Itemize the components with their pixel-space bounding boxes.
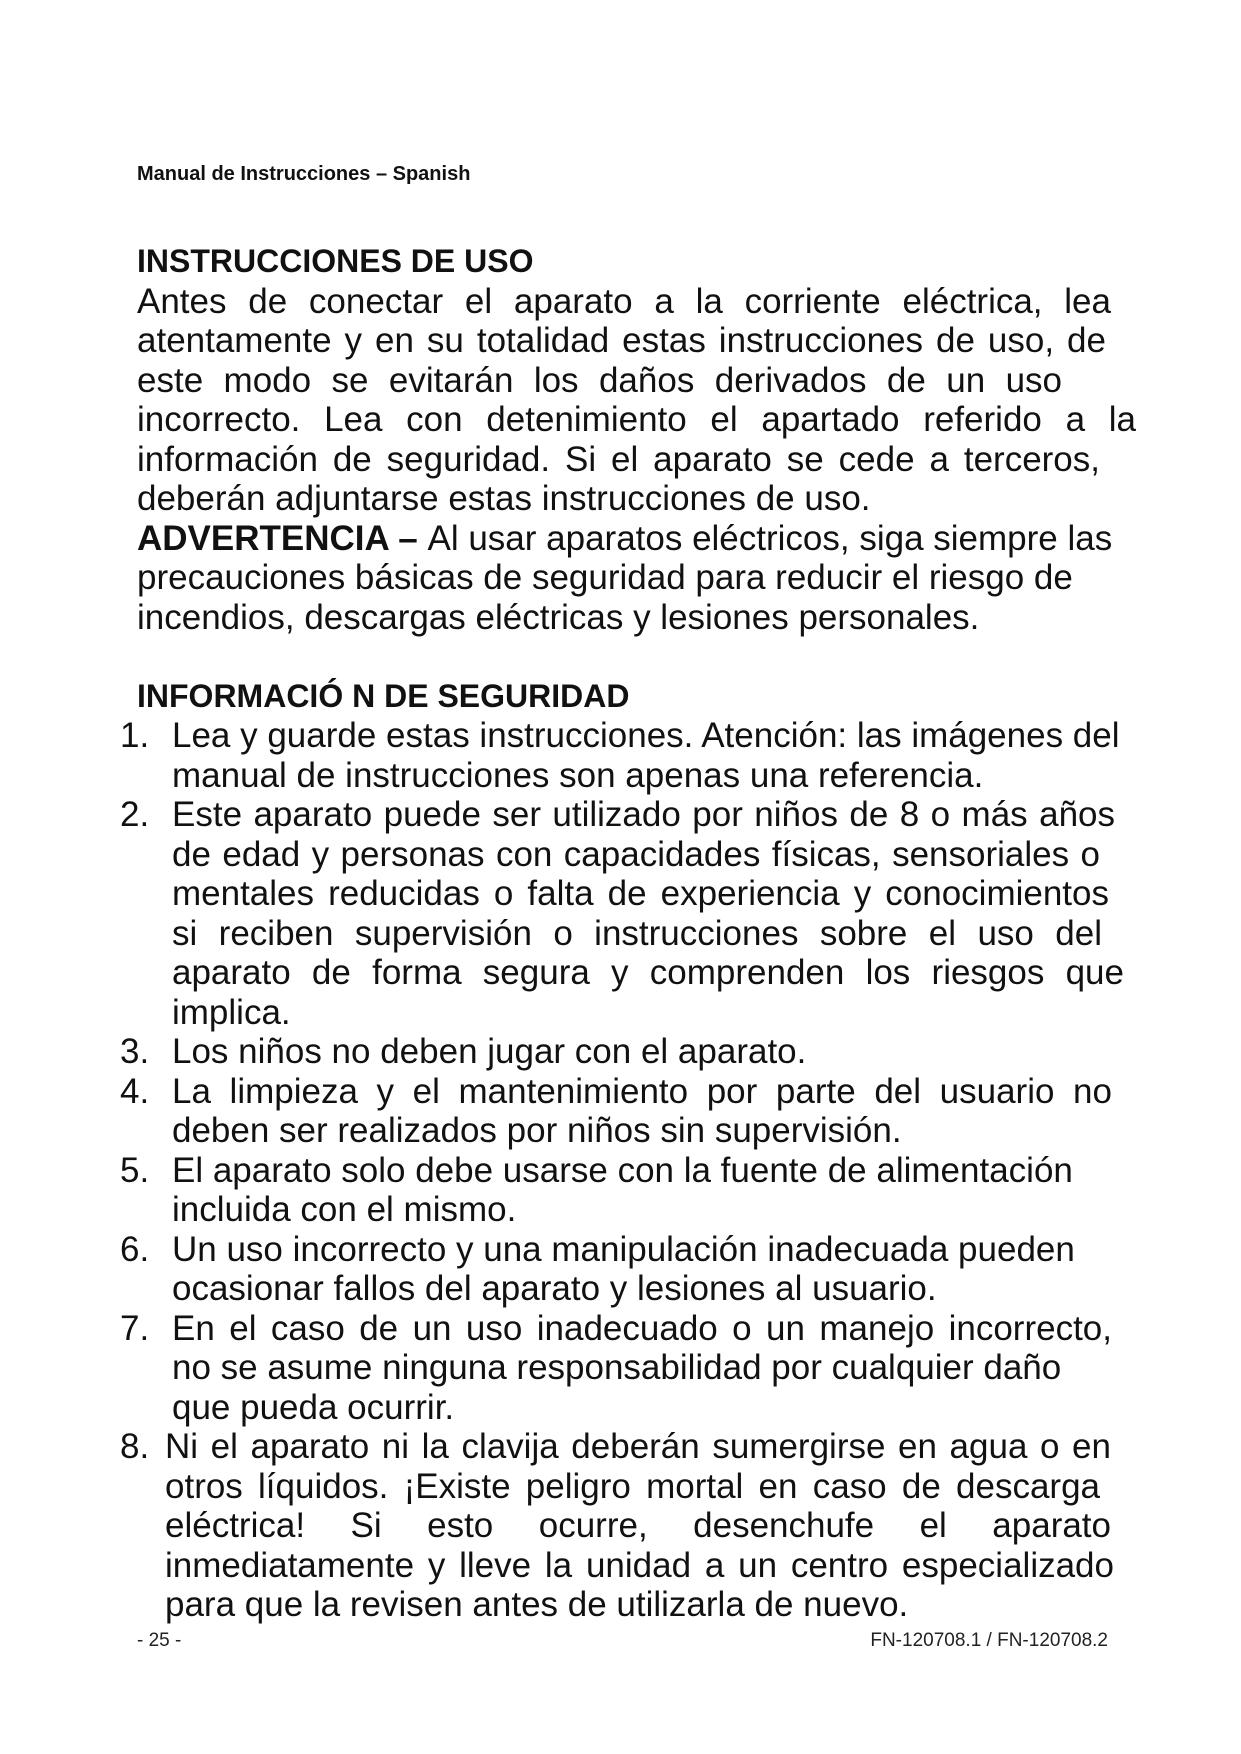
list-item-line: que pueda ocurrir. [172,1387,455,1427]
list-item [120,1427,1175,1625]
list-item-line: aparato de forma segura y comprenden los riesgos que [172,953,1124,992]
list-item-number: 8. [120,1427,150,1466]
list-item [120,795,1182,1032]
list-item-line: Un uso incorrecto y una manipulación inadecuada pueden [172,1229,1075,1269]
list-item-line: no se asume ninguna responsabilidad por cualquier daño [172,1348,1062,1387]
intro-line: este modo se evitarán los daños derivados de un uso [137,360,1062,400]
list-item-line: El aparato solo debe usarse con la fuente de alimentación [172,1150,1073,1190]
list-item [120,1229,1182,1309]
warning-text: Al usar aparatos eléctricos, siga siempre las [427,518,1113,558]
list-item [120,1150,1182,1230]
safety-list [120,716,1137,1625]
list-item-number: 6. [120,1229,150,1269]
list-item-number: 3. [120,1032,150,1071]
list-item [120,1308,1182,1428]
list-item [120,716,1182,795]
list-item-line: deben ser realizados por niños sin supervisión. [172,1111,902,1150]
page-content [120,242,1137,1625]
list-item-number: 4. [120,1071,150,1111]
list-item-number: 7. [120,1308,150,1348]
list-item-line: La limpieza y el mantenimiento por parte del usuario no [172,1071,1112,1111]
list-item-number: 5. [120,1150,150,1190]
list-item-line: En el caso de un uso inadecuado o un manejo incorrecto, [172,1308,1112,1348]
list-item-line: mentales reducidas o falta de experiencia y conocimientos [172,874,1109,913]
warning-line [137,519,1137,559]
list-item [120,1071,1182,1151]
warning-line: incendios, descargas eléctricas y lesiones personales. [137,597,980,637]
intro-line: incorrecto. Lea con detenimiento el apartado referido a la [137,400,1136,439]
list-item-line: eléctrica! Si esto ocurre, desenchufe el aparato [165,1506,1111,1545]
intro-paragraph [137,282,1137,519]
intro-line: atentamente y en su totalidad estas instrucciones de uso, de [137,321,1106,360]
list-item-line: Lea y guarde estas instrucciones. Atención: las imágenes del [172,716,1120,755]
list-item-line: inmediatamente y lleve la unidad a un centro especializado [165,1545,1114,1585]
model-number: FN-120708.1 / FN-120708.2 [870,1630,1108,1651]
list-item-line: manual de instrucciones son apenas una referencia. [172,755,984,795]
list-item-line: implica. [172,992,291,1032]
section-heading-instrucciones: INSTRUCCIONES DE USO [137,243,534,279]
section-heading-seguridad: INFORMACIÓ N DE SEGURIDAD [137,677,630,714]
list-item-line: incluida con el mismo. [172,1190,517,1229]
list-item-line: si reciben supervisión o instrucciones sobre el uso del [172,913,1102,953]
warning-paragraph [137,519,1137,638]
list-item-line: para que la revisen antes de utilizarla de nuevo. [165,1585,909,1624]
warning-label: ADVERTENCIA – [137,518,418,558]
document-header: Manual de Instrucciones – Spanish [137,163,471,185]
list-item-number: 2. [120,795,150,834]
list-item-line: otros líquidos. ¡Existe peligro mortal en caso de descarga [165,1466,1100,1506]
page-number: - 25 - [137,1630,182,1651]
intro-line: información de seguridad. Si el aparato se cede a terceros, [137,439,1100,479]
list-item-number: 1. [120,716,150,755]
warning-line: precauciones básicas de seguridad para reducir el riesgo de [137,558,1073,597]
list-item-line: de edad y personas con capacidades físicas, sensoriales o [172,834,1100,874]
list-item-line: Ni el aparato ni la clavija deberán sumergirse en agua o en [165,1427,1111,1466]
intro-line: Antes de conectar el aparato a la corriente eléctrica, lea [137,281,1111,321]
list-item [120,1032,1182,1072]
intro-line: deberán adjuntarse estas instrucciones de uso. [137,479,871,518]
list-item-line: Este aparato puede ser utilizado por niños de 8 o más años [172,795,1115,834]
list-item-line: ocasionar fallos del aparato y lesiones al usuario. [172,1269,937,1308]
list-item-line: Los niños no deben jugar con el aparato. [172,1032,807,1071]
